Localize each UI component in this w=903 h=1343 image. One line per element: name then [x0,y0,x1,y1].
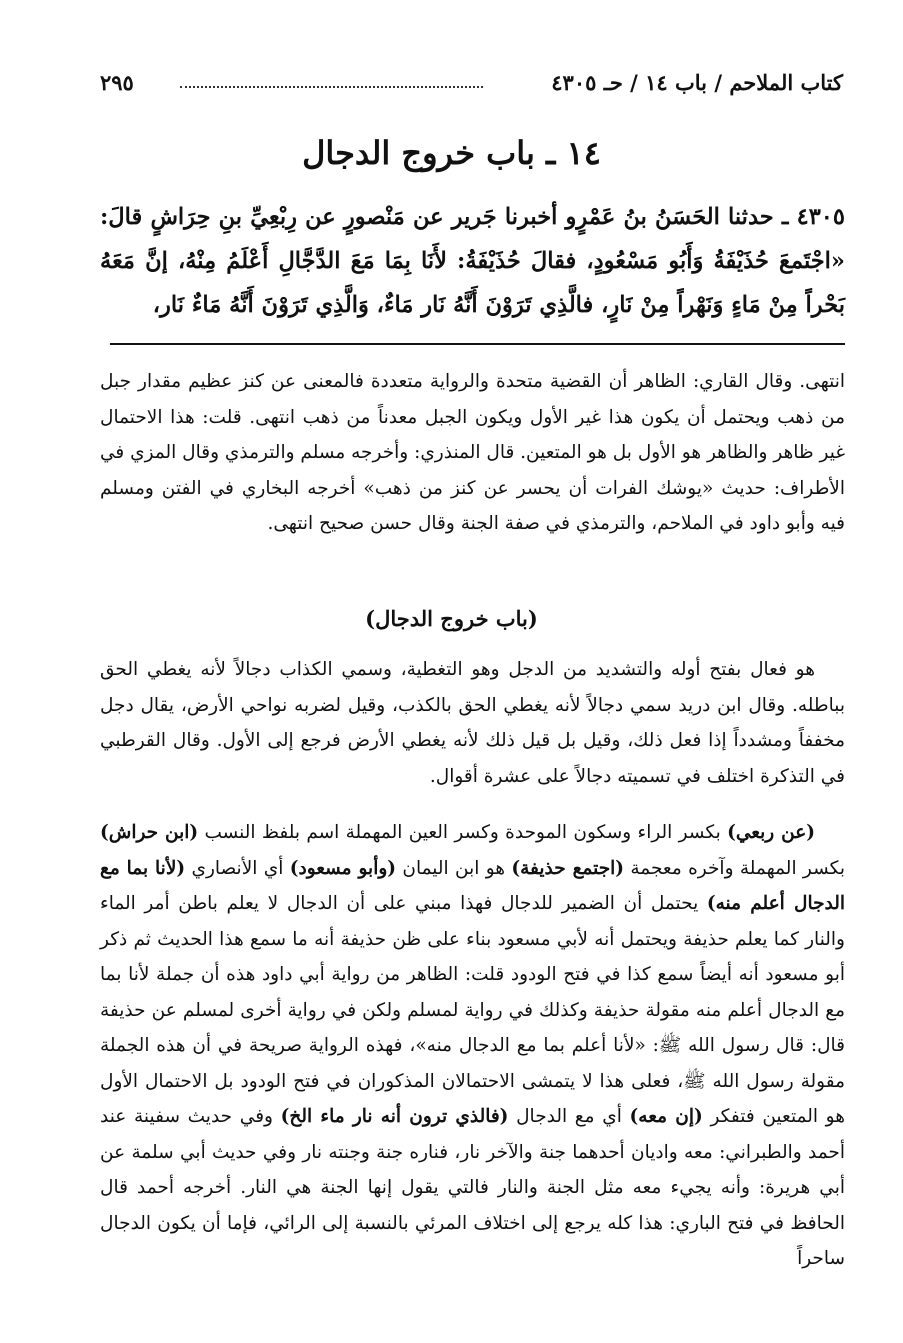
lemma: (عن ربعي) [727,822,816,843]
note-text: بكسر المهملة وآخره معجمة [624,857,845,879]
lemma: (فالذي ترون أنه نار ماء الخ) [280,1106,509,1127]
page-number: ٢٩٥ [100,70,134,95]
commentary-paragraph: هو فعال بفتح أوله والتشديد من الدجل وهو التغطية، وسمي الكذاب دجالاً لأنه يغطي الحق بباطله. وقال ابن دريد سمي دجالاً لأنه يغطي الحق بالكذب، وقيل لضربه نواحي الأرض، يقال دجل مخففاً ومشدداً إذا فعل ذلك، وقيل بل قيل ذلك لأنه يغطي الأرض فرجع إلى الأول. وقال القرطبي في التذكرة اختلف في تسميته دجالاً على عشرة أقوال. [100,659,845,787]
commentary-section-intro [100,652,845,794]
note-text: يحتمل أن الضمير للدجال فهذا مبني على أن الدجال لا يعلم باطن أمر الماء والنار كما يعلم حذيفة ويحتمل أنه لأبي مسعود بناء على ظن حذيفة أنه ما سمع هذا الحديث ثم ذكر أبو مسعود أنه أيضاً سمع كذا في فتح الودود قلت: الظاهر من رواية أبي داود هذه أن جملة لأنا بما مع الدجال أعلم منه مقولة حذيفة وكذلك في رواية لمسلم ولكن في رواية أخرى لمسلم عن حذيفة قال: قال رسول الله ﷺ: «لأنا أعلم بما مع الدجال منه»، فهذه الرواية صريحة في أن هذه الجملة مقولة رسول الله ﷺ، فعلى هذا لا يتمشى الاحتمالان المذكوران في فتح الودود بل الاحتمال الأول هو المتعين فتفكر [100,893,845,1127]
running-header [100,70,843,106]
note-text: بكسر الراء وسكون الموحدة وكسر العين المهملة اسم بلفظ النسب [198,822,728,843]
lemma: (لأنا بما مع الدجال أعلم منه) [100,857,846,914]
lemma: (وأبو مسعود) [289,857,397,879]
footnote-divider [110,343,845,345]
commentary-paragraph: انتهى. وقال القاري: الظاهر أن القضية متحدة والرواية متعددة فالمعنى عن كنز عظيم مقدار جبل من ذهب ويحتمل أن يكون هذا غير الأول ويكون الجبل معدناً من ذهب انتهى. قلت: هذا الاحتمال غير ظاهر والظاهر هو الأول بل هو المتعين. قال المنذري: وأخرجه مسلم والترمذي وقال المزي في الأطراف: حديث «يوشك الفرات أن يحسر عن كنز من ذهب» أخرجه البخاري في الفتن ومسلم فيه وأبو داود في الملاحم، والترمذي في صفة الجنة وقال حسن صحيح انتهى. [100,371,845,534]
lemma: (اجتمع حذيفة) [511,857,625,879]
note-text: أي الأنصاري [185,857,290,879]
note-text: وفي حديث سفينة عند أحمد والطبراني: معه واديان أحدهما جنة والآخر نار، فناره جنة وجنته نار وفي حديث أبي سلمة عن أبي هريرة: وأنه يجيء معه مثل الجنة والنار فالتي يقول إنها الجنة هي النار. أخرجه أحمد قال الحافظ في فتح الباري: هذا كله يرجع إلى اختلاف المرئي بالنسبة إلى الرائي، فإما أن يكون الدجال ساحراً [100,1106,845,1269]
hadith-body: ـ حدثنا الحَسَنُ بنُ عَمْرٍو أخبرنا جَرير عن مَنْصورٍ عن رِبْعِيِّ بنِ حِرَاشٍ قالَ: «اجْتَمعَ حُذَيْفَةُ وَأَبُو مَسْعُودٍ، فقالَ حُذَيْفَةُ: لأَنَا بِمَا مَعَ الدَّجَّالِ أَعْلَمُ مِنْهُ، إنَّ مَعَهُ بَحْراً مِنْ مَاءٍ وَنَهْراً مِنْ نَارٍ، فالَّذِي تَرَوْنَ أَنَّهُ نَار مَاءٌ، وَالَّذِي تَرَوْنَ أَنَّهُ مَاءٌ نَار، [100,204,845,318]
lemma: (إن معه) [629,1106,703,1127]
commentary-sub-heading: (باب خروج الدجال) [365,606,538,631]
hadith-number: ٤٣٠٥ [796,204,845,230]
chapter-title: ١٤ ـ باب خروج الدجال [302,134,601,172]
note-text: هو ابن اليمان [396,857,512,879]
lemma: (ابن حراش) [100,822,199,843]
header-title: كتاب الملاحم / باب ١٤ / حـ ٤٣٠٥ [551,70,843,95]
commentary-continuation [100,364,845,542]
hadith-text [100,195,845,327]
note-text: أي مع الدجال [508,1106,630,1127]
header-dotted-leader [180,86,483,88]
commentary-paragraph [100,815,845,1277]
commentary-section-notes [100,815,845,1277]
